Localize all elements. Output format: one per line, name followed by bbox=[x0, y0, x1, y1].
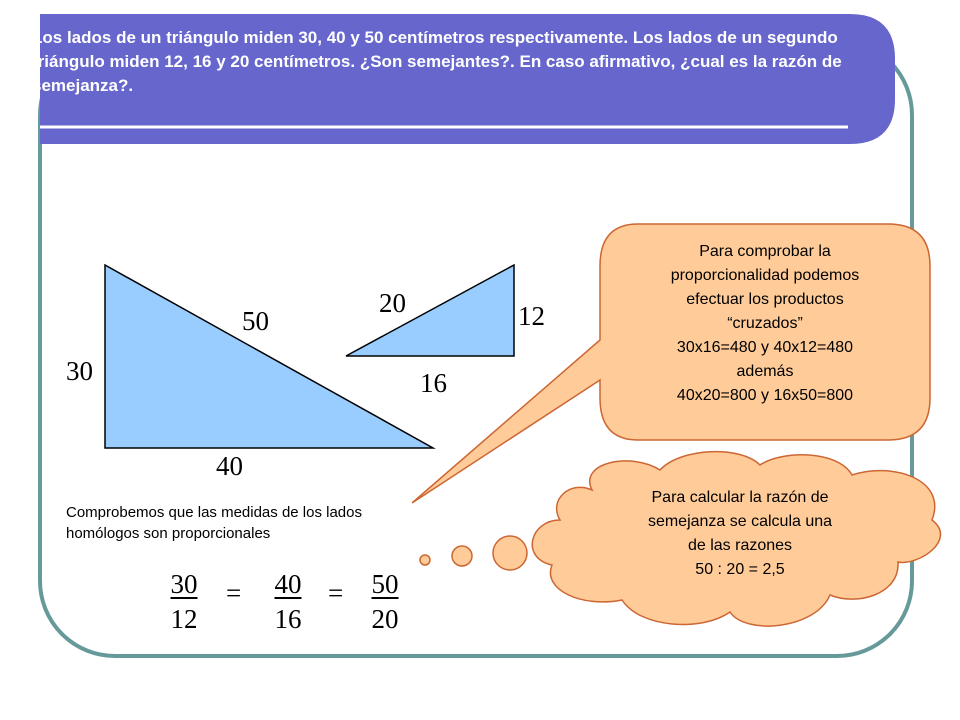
ratio-denominator: 12 bbox=[170, 604, 198, 634]
thought-cloud-text bbox=[590, 486, 890, 582]
ratio-numerator: 30 bbox=[170, 569, 198, 599]
speech-line: 40x20=800 y 16x50=800 bbox=[676, 387, 854, 404]
speech-line: 30x16=480 y 40x12=480 bbox=[676, 339, 854, 356]
cloud-line: semejanza se calcula una bbox=[647, 513, 833, 530]
speech-line: Para comprobar la bbox=[699, 243, 831, 260]
proportionality-note: Comprobemos que las medidas de los lados homólogos son proporcionales bbox=[66, 504, 362, 542]
big-triangle-side-50: 50 bbox=[242, 306, 269, 336]
speech-line: además bbox=[736, 363, 794, 380]
cloud-line: de las razones bbox=[687, 537, 793, 554]
ratio-numerator: 40 bbox=[274, 569, 302, 599]
big-triangle-side-40: 40 bbox=[216, 451, 243, 481]
equals-sign: = bbox=[226, 578, 242, 608]
cloud-line: Para calcular la razón de bbox=[651, 489, 829, 506]
thought-circle-medium bbox=[452, 546, 472, 566]
small-triangle-side-16: 16 bbox=[420, 368, 447, 398]
small-triangle-side-12: 12 bbox=[518, 301, 545, 331]
problem-statement: Los lados de un triángulo miden 30, 40 y 50 centímetros respectivamente. Los lados de un segundo triángulo miden 12, 16 y 20 centímetros. ¿Son semejantes?. En caso afirmativo, ¿cual es la razón de semejanza?. bbox=[32, 28, 842, 95]
ratio-denominator: 20 bbox=[371, 604, 399, 634]
small-triangle-side-20: 20 bbox=[379, 288, 406, 318]
speech-line: proporcionalidad podemos bbox=[670, 267, 860, 284]
thought-circle-small bbox=[420, 555, 430, 565]
big-triangle-side-30: 30 bbox=[66, 356, 93, 386]
ratio-40-16 bbox=[258, 571, 318, 633]
thought-circle-large bbox=[493, 536, 527, 570]
speech-line: efectuar los productos bbox=[686, 291, 844, 308]
equals-sign: = bbox=[328, 578, 344, 608]
ratio-numerator: 50 bbox=[371, 569, 399, 599]
ratio-30-12 bbox=[154, 571, 214, 633]
ratio-denominator: 16 bbox=[274, 604, 302, 634]
cloud-line: 50 : 20 = 2,5 bbox=[695, 561, 785, 578]
speech-bubble-text bbox=[605, 240, 925, 408]
ratio-50-20 bbox=[355, 571, 415, 633]
speech-line: “cruzados” bbox=[727, 315, 803, 332]
